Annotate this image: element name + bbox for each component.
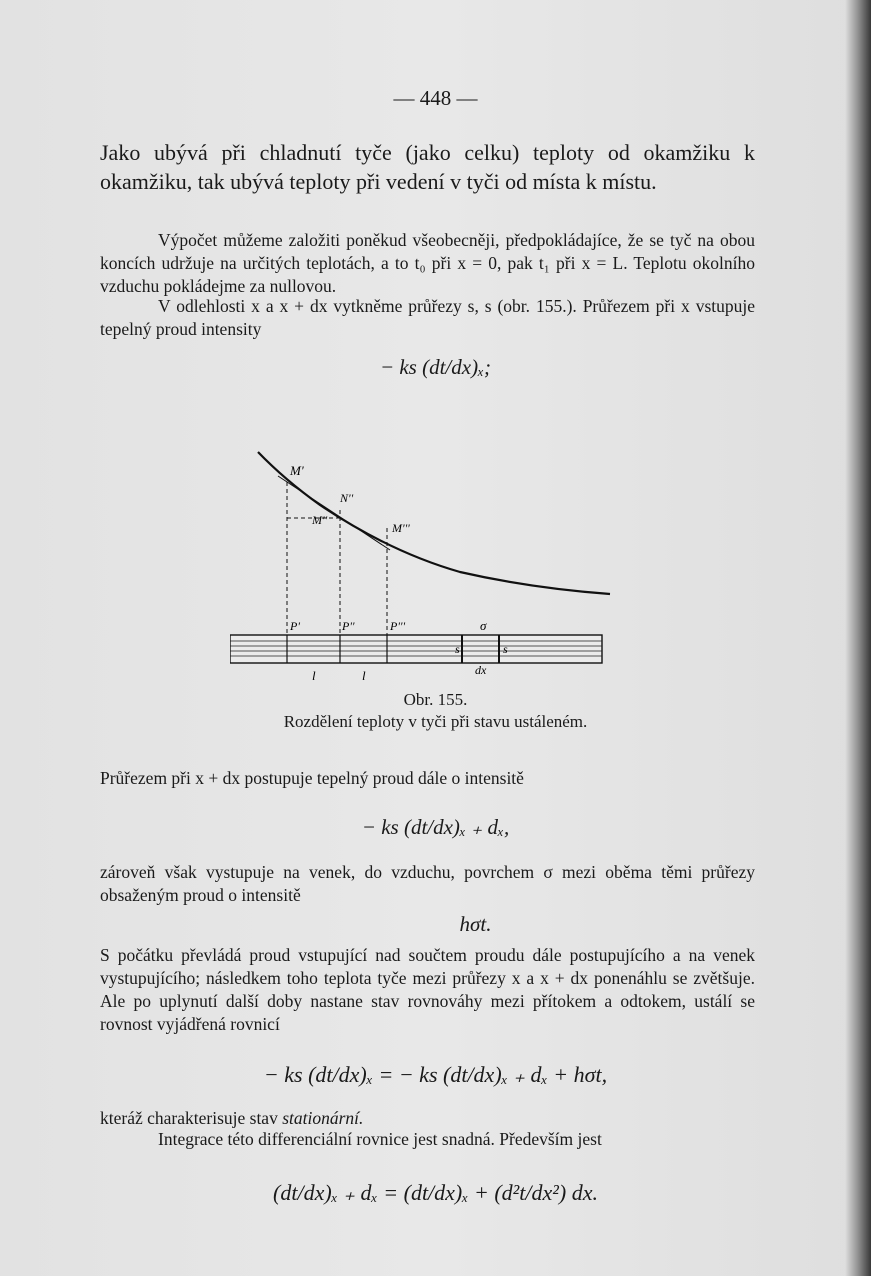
equation-1: − ks (dt/dx)ₓ; — [379, 355, 492, 379]
label-p2: P'' — [342, 619, 355, 633]
equation-5: (dt/dx)ₓ ₊ dₓ = (dt/dx)ₓ + (d²t/dx²) dx. — [273, 1180, 598, 1205]
label-dx: dx — [475, 663, 487, 677]
paragraph-6: S počátku převládá proud vstupující nad součtem proudu dále postupujícího a na venek vystupujícího; následkem toho teplota tyče mezi průřezy x a x + dx ponenáhlu se zvětšuje. Ale po uplynutí další doby nastane stav rovnováhy mezi přítokem a odtokem, ustálí se rovnost vyjádřená rovnicí — [100, 945, 755, 1034]
label-n: N'' — [340, 491, 354, 505]
tangent-line — [278, 476, 390, 550]
paragraph-4: Průřezem při x + dx postupuje tepelný proud dále o intensitě — [100, 768, 524, 788]
paragraph-3: V odlehlosti x a x + dx vytkněme průřezy s, s (obr. 155.). Průřezem při x vstupuje tepelný proud intensity — [100, 296, 755, 339]
paragraph-7 — [100, 1107, 755, 1130]
label-m3: M''' — [392, 521, 410, 535]
paragraph-7-text: kteráž charakterisuje stav — [100, 1108, 283, 1128]
cross-section-1 — [461, 635, 463, 663]
label-m2: M'' — [312, 513, 328, 527]
cross-section-2 — [498, 635, 500, 663]
label-l2: l — [362, 668, 366, 683]
page-edge-shadow — [845, 0, 871, 1276]
equation-3: hσt. — [459, 912, 492, 936]
label-m1: M' — [290, 463, 304, 478]
figure-caption-text: Rozdělení teploty v tyči při stavu ustáleném. — [283, 712, 588, 731]
equation-2: − ks (dt/dx)ₓ ₊ dₓ, — [361, 815, 510, 839]
figure-155 — [230, 440, 630, 690]
figure-caption-number: Obr. 155. — [403, 690, 468, 709]
label-s2: s — [503, 642, 508, 656]
label-p1: P' — [290, 619, 300, 633]
label-l1: l — [312, 668, 316, 683]
label-sigma: σ — [480, 618, 487, 633]
paragraph-1: Jako ubývá při chladnutí tyče (jako celku) teploty od okamžiku k okamžiku, tak ubývá teploty při vedení v tyči od místa k místu. — [100, 140, 755, 194]
paragraph-8: Integrace této differenciální rovnice jest snadná. Především jest — [158, 1129, 602, 1149]
paragraph-5: zároveň však vystupuje na venek, do vzduchu, povrchem σ mezi oběma těmi průřezy obsaženým proud o intensitě — [100, 862, 755, 905]
paragraph-2: Výpočet můžeme založiti poněkud všeobecněji, předpokládajíce, že se tyč na obou koncích udržuje na určitých teplotách, a to t₀ při x = 0, pak t₁ při x = L. Teplotu okolního vzduchu pokládejme za nullovou. — [100, 230, 755, 296]
label-p3: P''' — [390, 619, 406, 633]
paragraph-7-emphasis: stationární. — [282, 1108, 364, 1128]
temperature-curve — [258, 452, 610, 594]
equation-4: − ks (dt/dx)ₓ = − ks (dt/dx)ₓ ₊ dₓ + hσt, — [263, 1062, 608, 1087]
page-number: — 448 — — [393, 86, 478, 110]
label-s1: s — [455, 642, 460, 656]
rod-bar — [230, 635, 602, 663]
